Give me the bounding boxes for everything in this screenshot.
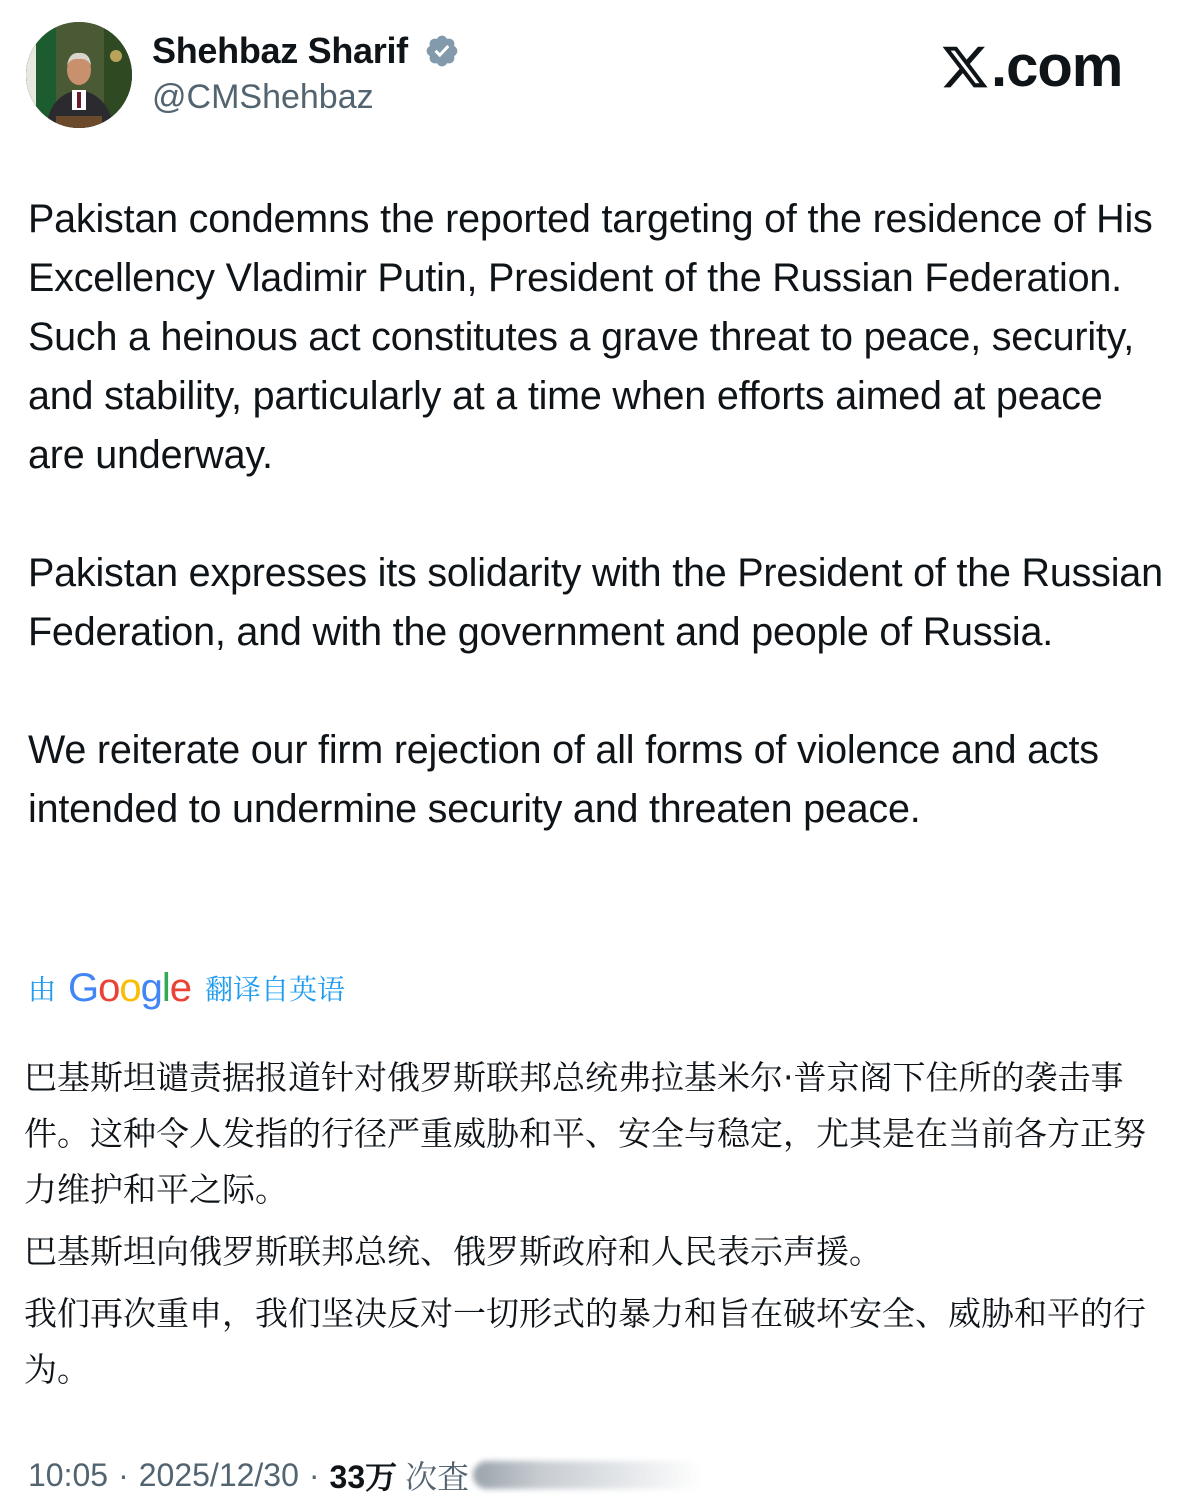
translated-paragraph: 巴基斯坦谴责据报道针对俄罗斯联邦总统弗拉基米尔·普京阁下住所的袭击事件。这种令人发指的行径严重威胁和平、安全与稳定，尤其是在当前各方正努力维护和平之际。 bbox=[24, 1058, 1146, 1209]
author-avatar[interactable] bbox=[26, 22, 132, 128]
post-date[interactable]: 2025/12/30 bbox=[138, 1456, 299, 1493]
site-domain: .com bbox=[991, 34, 1123, 99]
translated-paragraph: 巴基斯坦向俄罗斯联邦总统、俄罗斯政府和人民表示声援。 bbox=[24, 1232, 882, 1271]
meta-separator: · bbox=[308, 1456, 320, 1493]
author-name[interactable]: Shehbaz Sharif bbox=[152, 30, 408, 71]
translated-paragraph: 我们再次重申，我们坚决反对一切形式的暴力和旨在破坏安全、威胁和平的行为。 bbox=[24, 1294, 1146, 1389]
translated-text bbox=[24, 1050, 1159, 1398]
views-count: 33万 bbox=[329, 1459, 398, 1495]
post-text bbox=[28, 190, 1163, 839]
meta-separator: · bbox=[118, 1456, 129, 1493]
translation-source-label: 翻译自英语 bbox=[205, 974, 346, 1005]
post-paragraph: Pakistan expresses its solidarity with the President of the Russian Federation, and with the government and people of Russia. bbox=[28, 551, 1163, 654]
x-logo-icon bbox=[940, 42, 990, 92]
post-paragraph: We reiterate our firm rejection of all forms of violence and acts intended to undermine security and threaten peace. bbox=[28, 728, 1099, 831]
post-time[interactable]: 10:05 bbox=[28, 1456, 109, 1493]
post-paragraph: Pakistan condemns the reported targeting of the residence of His Excellency Vladimir Putin, President of the Russian Federation. Such a heinous act constitutes a grave threat to peace, security, and stability, particularly at a time when efforts aimed at peace are underway. bbox=[28, 197, 1153, 477]
translation-attribution[interactable] bbox=[28, 966, 345, 1010]
author-handle[interactable]: @CMShehbaz bbox=[152, 78, 374, 116]
verified-badge-icon bbox=[424, 33, 460, 69]
post-metadata bbox=[28, 1452, 703, 1498]
translation-by-label: 由 bbox=[28, 974, 57, 1005]
google-logo: Google bbox=[68, 966, 192, 1010]
views-label: 次査 bbox=[405, 1459, 470, 1495]
redaction-blur bbox=[473, 1461, 703, 1489]
x-com-logo bbox=[940, 36, 1122, 98]
